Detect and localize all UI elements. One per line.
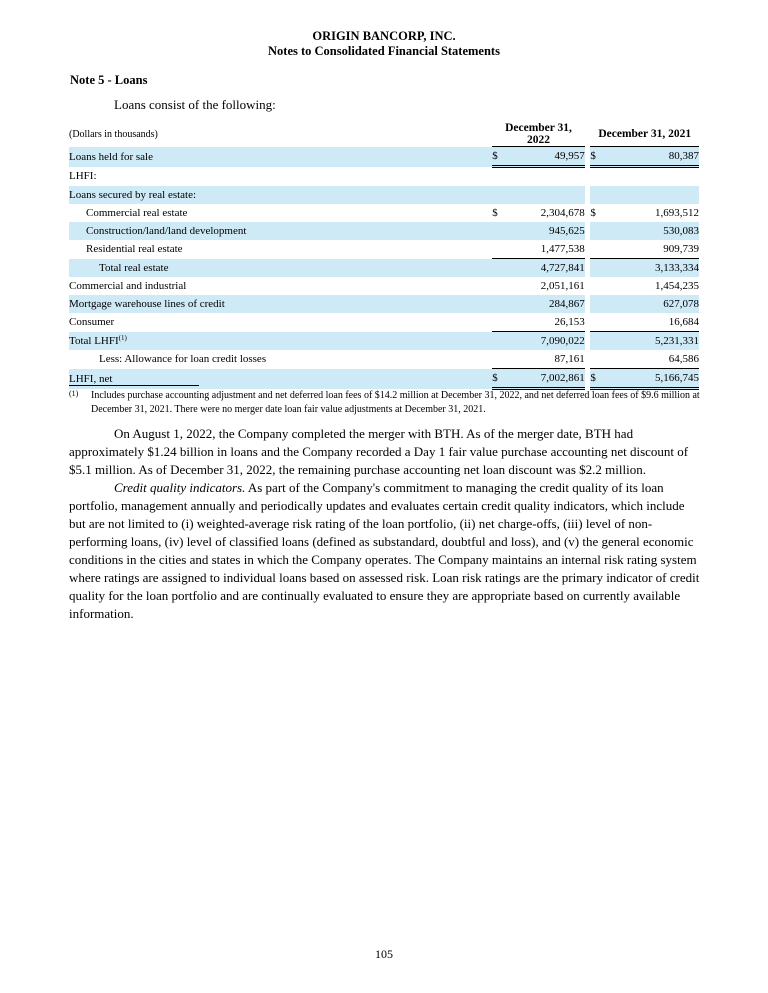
row-label: Commercial real estate <box>86 207 188 219</box>
currency-2021: $ <box>590 207 596 219</box>
footnote-divider <box>69 385 199 386</box>
currency-2022 <box>492 259 511 278</box>
value-2021: 5,166,745 <box>610 369 699 389</box>
value-2022: 26,153 <box>554 316 585 328</box>
currency-2022 <box>492 277 511 295</box>
table-row <box>69 277 699 295</box>
column-header-2021: December 31, 2021 <box>590 122 699 147</box>
row-label: Commercial and industrial <box>69 280 187 292</box>
table-row <box>69 167 699 187</box>
table-row <box>69 295 699 313</box>
currency-2021 <box>590 350 609 369</box>
credit-quality-lead: Credit quality indicators. <box>114 480 246 495</box>
value-2022: 7,090,022 <box>511 332 584 351</box>
value-2021: 530,083 <box>610 222 699 240</box>
currency-2022 <box>492 186 511 204</box>
currency-2022: $ <box>492 207 498 219</box>
table-row <box>69 240 699 259</box>
value-2022 <box>511 167 584 187</box>
currency-2021 <box>590 332 609 351</box>
unit-label: (Dollars in thousands) <box>69 128 158 140</box>
currency-2022 <box>492 313 511 332</box>
value-2021: 909,739 <box>663 243 699 255</box>
currency-2021 <box>590 222 609 240</box>
currency-2022 <box>492 350 511 369</box>
value-2022: 49,957 <box>511 147 584 167</box>
value-2021: 64,586 <box>668 353 699 365</box>
currency-2022: $ <box>492 147 511 167</box>
table-row <box>69 222 699 240</box>
value-2021: 16,684 <box>668 316 699 328</box>
value-2022: 284,867 <box>511 295 584 313</box>
table-row <box>69 259 699 278</box>
row-label: Total LHFI$^{(1)}$ <box>69 332 492 351</box>
value-2021: 5,231,331 <box>610 332 699 351</box>
company-name: ORIGIN BANCORP, INC. <box>312 29 456 43</box>
footnote-text: Includes purchase accounting adjustment and net deferred loan fees of $14.2 million at December 31, 2022, and net deferred loan fees of $9.6 million at December 31, 2021. There were no merger date loan fair value adjustments at December 31, 2021. <box>91 390 700 415</box>
currency-2021 <box>590 240 609 259</box>
merger-paragraph: On August 1, 2022, the Company completed the merger with BTH. As of the merger date, BTH had approximately $1.24 billion in loans and the Company recorded a Day 1 fair value purchase accounting net discount of $5.1 million. As of December 31, 2022, the remaining purchase accounting net loan discount was $2.2 million. <box>69 426 689 477</box>
value-2022: 945,625 <box>511 222 584 240</box>
table-row <box>69 350 699 369</box>
row-label: LHFI: <box>69 170 97 183</box>
row-label: Total real estate <box>69 259 492 278</box>
currency-2021 <box>590 313 609 332</box>
currency-2022 <box>492 295 511 313</box>
row-label: Mortgage warehouse lines of credit <box>69 295 492 313</box>
currency-2021 <box>590 277 609 295</box>
note-title: Note 5 - Loans <box>70 73 148 87</box>
value-2021: 1,454,235 <box>655 280 699 292</box>
row-label: Loans held for sale <box>69 147 492 167</box>
value-2021: 1,693,512 <box>655 207 699 219</box>
currency-2021: $ <box>590 147 609 167</box>
row-label: Loans secured by real estate: <box>69 186 492 204</box>
footnote-mark: (1) <box>69 389 79 398</box>
currency-2022 <box>492 167 511 187</box>
page-number: 105 <box>375 947 393 961</box>
footnote-reference: (1) <box>118 333 127 342</box>
value-2021 <box>610 167 699 187</box>
value-2022: 1,477,538 <box>540 243 585 255</box>
value-2021: 3,133,334 <box>610 259 699 278</box>
currency-2021 <box>590 167 609 187</box>
currency-2021: $ <box>590 369 609 389</box>
row-label: Less: Allowance for loan credit losses <box>99 353 267 366</box>
value-2022: 2,051,161 <box>540 280 585 292</box>
intro-text: Loans consist of the following: <box>114 97 276 112</box>
value-2022: 2,304,678 <box>540 207 585 219</box>
currency-2021 <box>590 186 609 204</box>
credit-quality-text: As part of the Company's commitment to managing the credit quality of its loan portfolio, management annually and periodically updates and evaluates certain credit quality indicators, which include but are not limited to (i) weighted-average risk rating of the loan portfolio, (ii) net charge-offs, (iii) level of non-performing loans, (iv) level of classified loans (defined as substandard, doubtful and loss), and (v) the general economic conditions in the cities and states in which the Company operates. The Company maintains an internal risk rating system where ratings are assigned to individual loans based on assessed risk. Loan risk ratings are the primary indicator of credit quality for the loan portfolio and are continually evaluated to ensure they are appropriate based on currently available information. <box>69 480 700 621</box>
table-row <box>69 313 699 332</box>
value-2021: 627,078 <box>610 295 699 313</box>
table-row <box>69 147 699 167</box>
document-subtitle: Notes to Consolidated Financial Statements <box>268 44 500 58</box>
row-label: Consumer <box>69 316 115 329</box>
value-2021 <box>610 186 699 204</box>
currency-2021 <box>590 295 609 313</box>
table-row <box>69 332 699 351</box>
row-label: Construction/land/land development <box>69 222 492 240</box>
value-2022 <box>511 186 584 204</box>
row-label: Residential real estate <box>86 243 183 256</box>
table-row <box>69 186 699 204</box>
value-2022: 4,727,841 <box>511 259 584 278</box>
currency-2021 <box>590 259 609 278</box>
column-header-2022: December 31, 2022 <box>492 122 585 147</box>
currency-2022: $ <box>492 369 511 389</box>
value-2022: 7,002,861 <box>511 369 584 389</box>
value-2021: 80,387 <box>610 147 699 167</box>
currency-2022 <box>492 222 511 240</box>
table-header-row <box>69 122 699 147</box>
currency-2022 <box>492 332 511 351</box>
credit-quality-paragraph <box>69 479 701 623</box>
currency-2022 <box>492 240 511 259</box>
table-row <box>69 204 699 222</box>
loans-table <box>69 122 699 390</box>
value-2022: 87,161 <box>554 353 585 365</box>
row-label: LHFI, net <box>69 369 492 389</box>
